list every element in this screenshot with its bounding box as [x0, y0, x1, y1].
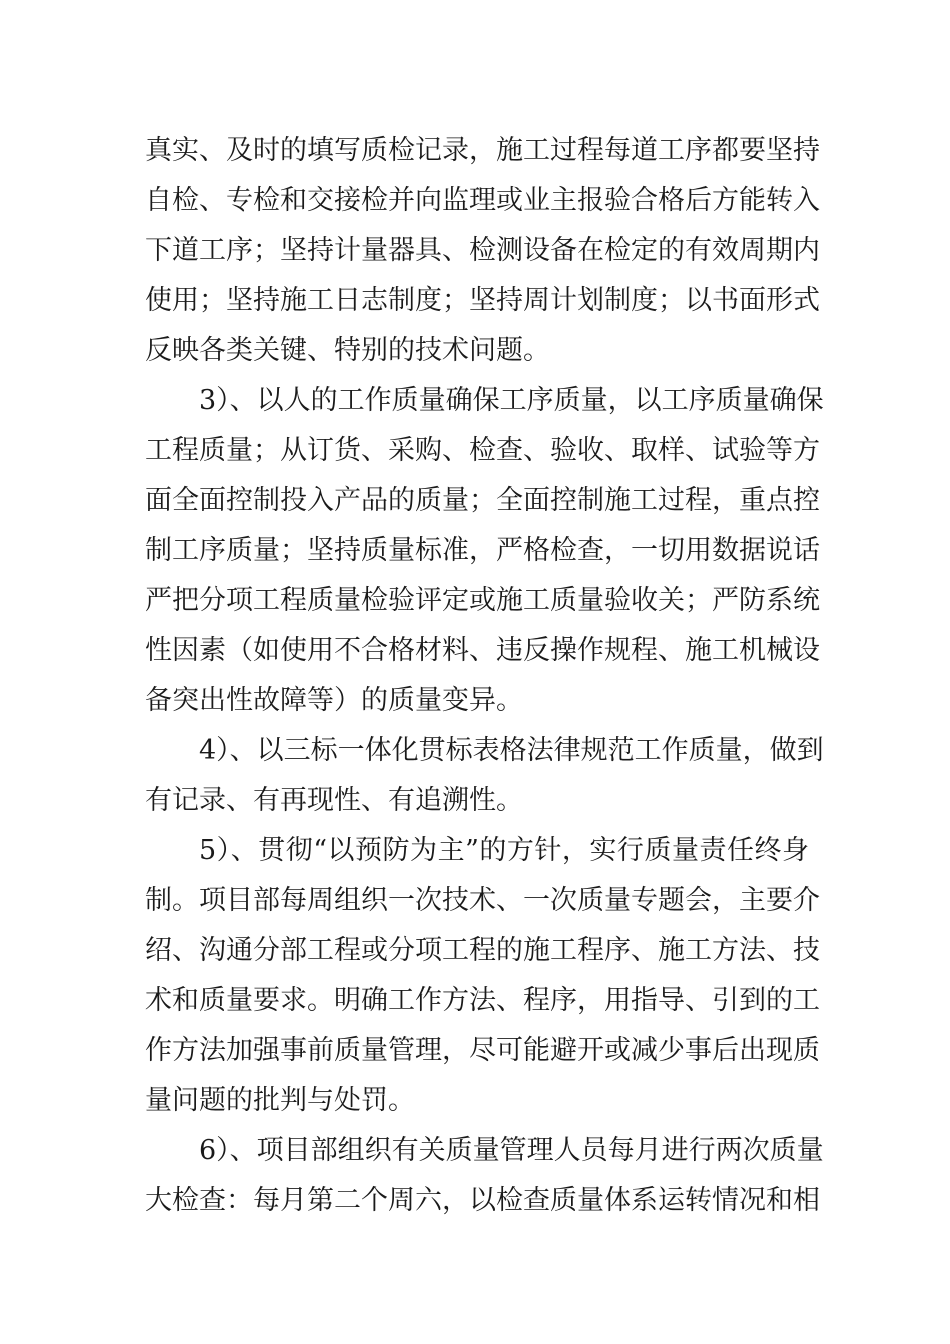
- text-line: 绍、沟通分部工程或分项工程的施工程序、施工方法、技: [145, 935, 820, 966]
- text-line: 6）、项目部组织有关质量管理人员每月进行两次质量: [199, 1135, 824, 1166]
- text-line: 严把分项工程质量检验评定或施工质量验收关；严防系统: [145, 585, 820, 616]
- body-text: [145, 126, 824, 1226]
- text-line: 量问题的批判与处罚。: [145, 1085, 415, 1116]
- text-line: 5）、贯彻“以预防为主”的方针，实行质量责任终身: [199, 835, 809, 866]
- text-line: 使用；坚持施工日志制度；坚持周计划制度；以书面形式: [145, 285, 820, 316]
- text-line: 工程质量；从订货、采购、检查、验收、取样、试验等方: [145, 435, 820, 466]
- text-line: 下道工序；坚持计量器具、检测设备在检定的有效周期内: [145, 235, 820, 266]
- text-line: 面全面控制投入产品的质量；全面控制施工过程，重点控: [145, 485, 820, 516]
- text-line: 备突出性故障等）的质量变异。: [145, 685, 523, 716]
- text-line: 作方法加强事前质量管理，尽可能避开或减少事后出现质: [145, 1035, 820, 1066]
- text-line: 3）、以人的工作质量确保工序质量，以工序质量确保: [199, 385, 824, 416]
- text-line: 制。项目部每周组织一次技术、一次质量专题会，主要介: [145, 885, 820, 916]
- text-line: 4）、以三标一体化贯标表格法律规范工作质量，做到: [199, 735, 824, 766]
- text-line: 自检、专检和交接检并向监理或业主报验合格后方能转入: [145, 185, 820, 216]
- text-line: 制工序质量；坚持质量标准，严格检查，一切用数据说话: [145, 535, 820, 566]
- text-line: 大检查：每月第二个周六，以检查质量体系运转情况和相: [145, 1185, 820, 1216]
- text-line: 有记录、有再现性、有追溯性。: [145, 785, 523, 816]
- text-line: 反映各类关键、特别的技术问题。: [145, 335, 550, 366]
- text-line: 真实、及时的填写质检记录，施工过程每道工序都要坚持: [145, 135, 820, 166]
- text-line: 术和质量要求。明确工作方法、程序，用指导、引到的工: [145, 985, 820, 1016]
- text-line: 性因素（如使用不合格材料、违反操作规程、施工机械设: [145, 635, 820, 666]
